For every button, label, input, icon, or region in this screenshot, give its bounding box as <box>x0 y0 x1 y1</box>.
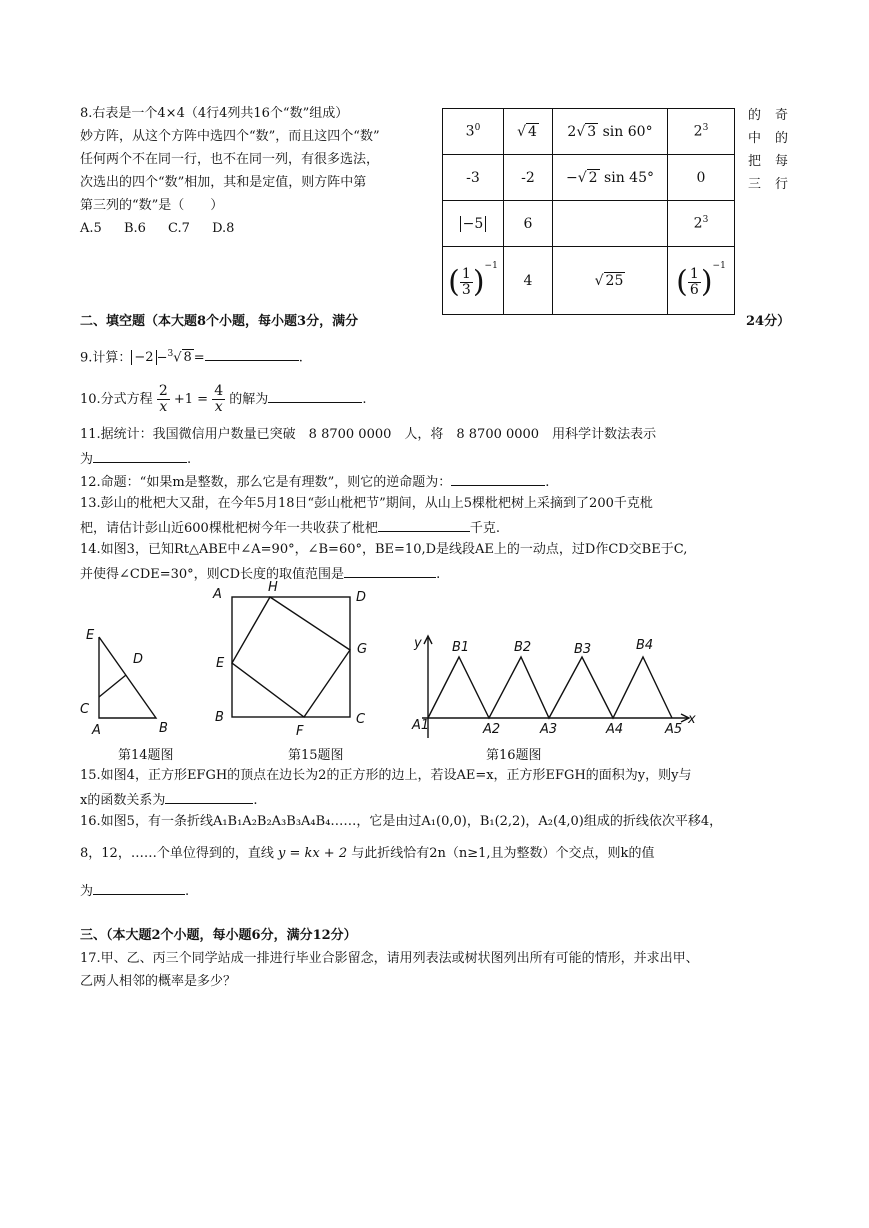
q17-line-2: 乙两人相邻的概率是多少？ <box>80 974 237 989</box>
fig15-label-d: D <box>356 590 367 605</box>
q13-line-2: 杷，请估计彭山近600棵枇杷树今年一共收获了枇杷 千克. <box>80 517 500 539</box>
fig14-label-d: D <box>133 652 144 667</box>
q8-right-row-2: 中 的 <box>748 131 789 146</box>
fig16-label-b1: B1 <box>452 640 470 655</box>
fig14-caption: 第14题图 <box>118 748 174 763</box>
q16-answer-blank[interactable] <box>93 880 185 895</box>
q15-line-2: x的函数关系为 . <box>80 789 257 811</box>
q11-line-2: 为 . <box>80 448 191 470</box>
fig14-label-a: A <box>92 723 101 738</box>
q16-line-2: 8，12，……个单位得到的，直线 y = kx + 2 与此折线恰有2n（n≥1,且为整数）个交点，则k的值 <box>80 846 655 861</box>
fig14-label-e: E <box>86 628 95 643</box>
section-3-title: 三、（本大题2个小题，每小题6分，满分12分） <box>80 928 357 943</box>
cell-r4c2: 4 <box>504 247 553 315</box>
fig16-label-b4: B4 <box>636 638 654 653</box>
cell-r1c3: 2√ 3 sin 60° <box>553 109 668 155</box>
q9-answer-blank[interactable] <box>205 346 299 361</box>
fig16-label-y: y <box>414 636 422 651</box>
fig16-caption: 第16题图 <box>486 748 542 763</box>
q14-line-1: 14.如图3，已知Rt△ABE中∠A=90°，∠B=60°，BE=10,D是线段AE上的一动点，过D作CD交BE于C, <box>80 542 688 557</box>
q11-answer-blank[interactable] <box>93 448 187 463</box>
fig15-label-b: B <box>215 710 224 725</box>
q8-option-d: D.8 <box>212 221 235 236</box>
q17-line-1: 17.甲、乙、丙三个同学站成一排进行毕业合影留念，请用列表法或树状图列出所有可能的情形，并求出甲、 <box>80 951 699 966</box>
fig16-label-a5: A5 <box>665 722 683 737</box>
fig16-label-a1: A1 <box>412 718 430 733</box>
section-2-score: 24分） <box>746 314 791 329</box>
fig16-label-a3: A3 <box>540 722 558 737</box>
cell-r3c4: $2^3$ <box>668 201 735 247</box>
q16-line-3: 为 . <box>80 880 189 902</box>
fig16-label-x: x <box>688 712 696 727</box>
fig15-label-f: F <box>296 724 304 739</box>
fig16-label-a4: A4 <box>606 722 624 737</box>
q8-option-b: B.6 <box>123 221 146 236</box>
section-2-title: 二、填空题（本大题8个小题，每小题3分，满分 <box>80 314 359 329</box>
q10-answer-blank[interactable] <box>268 388 362 403</box>
cell-r2c3: −√ 2 sin 45° <box>553 155 668 201</box>
q8-right-row-1: 的 奇 <box>748 108 789 123</box>
q9: 9.计算： −2 −$^3$√ 8 = . <box>80 344 303 368</box>
fig15-label-h: H <box>268 580 278 595</box>
q13-answer-blank[interactable] <box>378 517 470 532</box>
cell-r2c1: -3 <box>443 155 504 201</box>
q8-line-5: 第三列的“数”是（ ） <box>80 198 224 213</box>
q8-option-c: C.7 <box>168 221 190 236</box>
q12: 12.命题：“如果m是整数，那么它是有理数”，则它的逆命题为： . <box>80 471 549 493</box>
cell-r2c2: -2 <box>504 155 553 201</box>
q12-answer-blank[interactable] <box>451 471 545 486</box>
q8-right-row-4: 三 行 <box>748 177 789 192</box>
fig14-label-b: B <box>159 721 168 736</box>
q14-line-2: 并使得∠CDE=30°，则CD长度的取值范围是 . <box>80 563 440 585</box>
q8-line-3: 任何两个不在同一行，也不在同一列，有很多选法， <box>80 152 380 167</box>
magic-square-table <box>442 108 735 315</box>
fig15-squares <box>232 597 350 717</box>
fig16-label-b2: B2 <box>514 640 532 655</box>
fig15-label-g: G <box>357 642 368 657</box>
q10: 10.分式方程 $\frac{2}{x}$ +1 = $\frac{4}{x}$ 的解为 . <box>80 383 367 415</box>
q8-option-a: A.5 <box>80 221 102 236</box>
cell-r4c4: ( $\frac{1}{6}$ )$^{-1}$ <box>668 247 735 315</box>
cell-r4c3: √ 25 <box>553 247 668 315</box>
q16-line-1: 16.如图5，有一条折线A₁B₁A₂B₂A₃B₃A₄B₄……，它是由过A₁(0,0)，B₁(2,2)，A₂(4,0)组成的折线依次平移4， <box>80 814 723 829</box>
cell-r1c1: $3^0$ <box>443 109 504 155</box>
cell-r2c4: 0 <box>668 155 735 201</box>
cell-r3c1: −5 <box>443 201 504 247</box>
q8-line-2: 妙方阵，从这个方阵中选四个“数”，而且这四个“数” <box>80 129 380 144</box>
fig15-label-e: E <box>216 656 225 671</box>
cell-r1c2: √ 4 <box>504 109 553 155</box>
q8-line-1: 8.右表是一个4×4（4行4列共16个“数”组成） <box>80 106 349 121</box>
fig14-label-c: C <box>80 702 90 717</box>
fig15-caption: 第15题图 <box>288 748 344 763</box>
q8-right-row-3: 把 每 <box>748 154 789 169</box>
cell-r3c3 <box>553 201 668 247</box>
fig15-label-a: A <box>213 587 222 602</box>
q8-options <box>80 219 234 239</box>
q15-line-1: 15.如图4，正方形EFGH的顶点在边长为2的正方形的边上，若设AE=x，正方形EFGH的面积为y，则y与 <box>80 768 692 783</box>
cell-r1c4: $2^3$ <box>668 109 735 155</box>
q15-answer-blank[interactable] <box>165 789 253 804</box>
fig16-label-b3: B3 <box>574 642 592 657</box>
fig14-triangle <box>99 637 156 718</box>
cell-r3c2: 6 <box>504 201 553 247</box>
fig16-label-a2: A2 <box>483 722 501 737</box>
figures-svg <box>0 580 869 750</box>
fig15-label-c: C <box>356 712 366 727</box>
q8-line-4: 次选出的四个“数”相加，其和是定值，则方阵中第 <box>80 175 367 190</box>
cell-r4c1: ( $\frac{1}{3}$ )$^{-1}$ <box>443 247 504 315</box>
q13-line-1: 13.彭山的枇杷大又甜，在今年5月18日“彭山枇杷节”期间，从山上5棵枇杷树上采摘到了200千克枇 <box>80 496 653 511</box>
q14-answer-blank[interactable] <box>344 563 436 578</box>
q11-line-1: 11.据统计：我国微信用户数量已突破 8 8700 0000 人，将 8 8700 0000 用科学计数法表示 <box>80 427 657 442</box>
